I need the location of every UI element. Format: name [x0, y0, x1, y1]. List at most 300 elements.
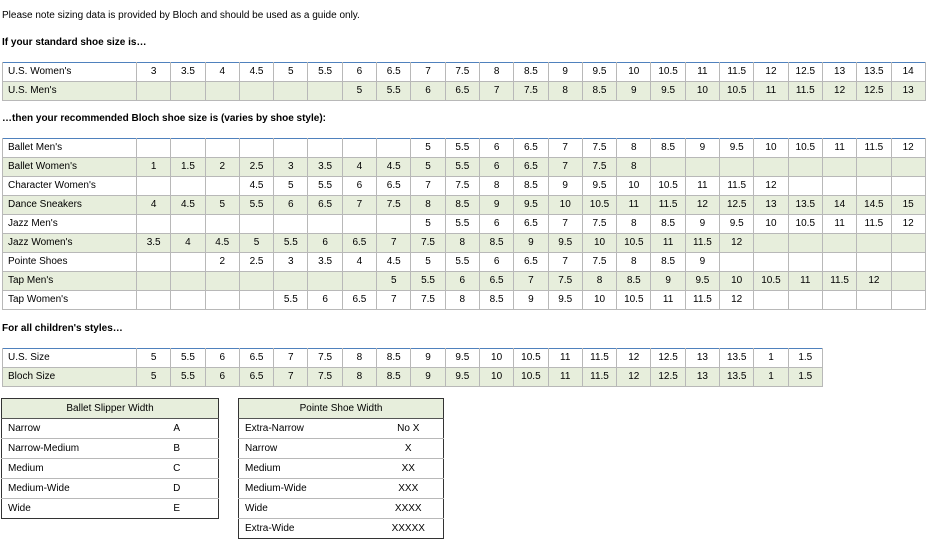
row-label: Character Women's — [3, 177, 137, 196]
size-cell: 6 — [479, 253, 513, 272]
size-cell — [205, 82, 239, 101]
size-cell: 3.5 — [137, 234, 171, 253]
size-cell: 11.5 — [685, 234, 719, 253]
size-cell: 10 — [548, 196, 582, 215]
size-cell: 3 — [137, 63, 171, 82]
size-cell: 1 — [137, 158, 171, 177]
size-cell — [891, 177, 925, 196]
size-cell: 9.5 — [445, 368, 479, 387]
size-cell: 11.5 — [857, 215, 891, 234]
size-cell: 15 — [891, 196, 925, 215]
size-cell — [239, 291, 273, 310]
size-cell: 7 — [411, 177, 445, 196]
row-label: Tap Women's — [3, 291, 137, 310]
size-row — [3, 196, 926, 215]
size-cell: 10 — [617, 63, 651, 82]
size-cell: 11 — [548, 368, 582, 387]
size-cell — [171, 253, 205, 272]
size-cell: 5 — [411, 158, 445, 177]
width-code: No X — [374, 419, 444, 439]
size-cell: 5 — [274, 63, 308, 82]
size-row — [3, 291, 926, 310]
size-cell — [274, 215, 308, 234]
size-cell: 10 — [479, 368, 513, 387]
size-cell: 9.5 — [514, 196, 548, 215]
width-row — [2, 419, 219, 439]
size-row — [3, 82, 926, 101]
row-label: Bloch Size — [3, 368, 137, 387]
size-cell: 9 — [651, 272, 685, 291]
size-cell: 7 — [548, 215, 582, 234]
size-cell — [205, 139, 239, 158]
size-cell: 13.5 — [720, 349, 754, 368]
size-cell: 10 — [479, 349, 513, 368]
size-cell: 7.5 — [548, 272, 582, 291]
width-name: Wide — [8, 503, 31, 514]
size-cell — [857, 234, 891, 253]
size-cell: 8 — [617, 158, 651, 177]
size-cell: 14.5 — [857, 196, 891, 215]
size-cell: 6 — [205, 368, 239, 387]
row-label: Dance Sneakers — [3, 196, 137, 215]
size-cell: 12 — [720, 234, 754, 253]
size-cell: 6.5 — [377, 63, 411, 82]
size-row — [3, 177, 926, 196]
size-cell — [754, 158, 788, 177]
size-cell: 10.5 — [582, 196, 616, 215]
width-code: B — [136, 439, 219, 459]
size-cell: 13.5 — [857, 63, 891, 82]
size-cell: 9 — [514, 234, 548, 253]
size-cell: 13.5 — [788, 196, 822, 215]
width-code: XXX — [374, 479, 444, 499]
size-cell: 5.5 — [445, 215, 479, 234]
size-cell: 9 — [685, 253, 719, 272]
size-cell: 5 — [377, 272, 411, 291]
ballet-slipper-width-table — [1, 398, 219, 519]
size-cell: 12.5 — [651, 368, 685, 387]
width-name: Medium-Wide — [2, 479, 136, 499]
size-cell: 10 — [685, 82, 719, 101]
size-cell — [205, 291, 239, 310]
size-cell — [754, 291, 788, 310]
row-label: U.S. Men's — [3, 82, 137, 101]
size-cell: 10 — [754, 139, 788, 158]
size-cell: 4.5 — [239, 177, 273, 196]
size-cell: 8 — [445, 234, 479, 253]
size-cell — [171, 272, 205, 291]
size-cell: 9.5 — [651, 82, 685, 101]
size-cell: 9 — [479, 196, 513, 215]
size-cell — [137, 139, 171, 158]
width-name: Narrow-Medium — [2, 439, 136, 459]
size-cell — [137, 177, 171, 196]
size-cell — [342, 272, 376, 291]
width-code: X — [374, 439, 444, 459]
size-cell: 12 — [617, 349, 651, 368]
size-cell: 5 — [342, 82, 376, 101]
width-row — [2, 479, 219, 499]
size-cell — [857, 177, 891, 196]
row-label: U.S. Women's — [3, 63, 137, 82]
size-cell — [137, 215, 171, 234]
size-cell: 6 — [308, 291, 342, 310]
size-cell: 11.5 — [822, 272, 856, 291]
size-cell: 6.5 — [308, 196, 342, 215]
size-cell — [822, 177, 856, 196]
size-cell: 6 — [411, 82, 445, 101]
size-row — [3, 234, 926, 253]
size-cell: 7 — [411, 63, 445, 82]
size-cell: 9 — [514, 291, 548, 310]
size-cell: 14 — [891, 63, 925, 82]
size-cell — [239, 215, 273, 234]
size-cell: 12.5 — [720, 196, 754, 215]
size-cell: 6.5 — [479, 272, 513, 291]
size-cell: 7 — [274, 368, 308, 387]
size-row — [3, 272, 926, 291]
size-cell: 5 — [411, 253, 445, 272]
size-cell: 5.5 — [308, 63, 342, 82]
size-cell: 8 — [342, 368, 376, 387]
size-cell: 10 — [582, 234, 616, 253]
size-cell: 5.5 — [445, 139, 479, 158]
width-code: A — [136, 419, 219, 439]
pointe-shoe-width-table — [238, 398, 444, 539]
size-cell: 3 — [274, 158, 308, 177]
size-cell — [137, 82, 171, 101]
size-cell: 5 — [411, 139, 445, 158]
size-cell — [137, 272, 171, 291]
size-cell: 11 — [617, 196, 651, 215]
size-cell: 8.5 — [617, 272, 651, 291]
size-cell — [274, 272, 308, 291]
size-cell — [857, 291, 891, 310]
size-cell: 6 — [205, 349, 239, 368]
size-cell: 5.5 — [445, 158, 479, 177]
size-cell — [274, 139, 308, 158]
width-name: Medium-Wide — [239, 479, 374, 499]
size-cell: 5.5 — [411, 272, 445, 291]
size-cell: 7 — [514, 272, 548, 291]
size-cell: 6 — [308, 234, 342, 253]
width-table-title: Ballet Slipper Width — [2, 399, 219, 419]
size-cell: 5.5 — [171, 368, 205, 387]
size-cell — [205, 177, 239, 196]
size-cell: 6.5 — [239, 368, 273, 387]
size-cell — [891, 272, 925, 291]
size-cell: 7.5 — [377, 196, 411, 215]
size-row — [3, 63, 926, 82]
size-cell: 7.5 — [514, 82, 548, 101]
size-row — [3, 368, 823, 387]
size-cell: 11.5 — [582, 349, 616, 368]
size-cell — [239, 272, 273, 291]
width-name: Extra-Wide — [245, 523, 295, 534]
width-row — [239, 499, 444, 519]
size-cell: 2.5 — [239, 158, 273, 177]
size-cell — [822, 253, 856, 272]
size-cell — [685, 158, 719, 177]
size-cell: 7.5 — [445, 177, 479, 196]
size-cell: 1 — [754, 349, 788, 368]
size-cell: 10.5 — [788, 215, 822, 234]
size-cell: 7.5 — [582, 253, 616, 272]
size-cell: 5.5 — [239, 196, 273, 215]
size-cell: 8.5 — [479, 291, 513, 310]
size-cell: 7.5 — [308, 349, 342, 368]
width-code: XXXXX — [391, 523, 425, 534]
size-cell: 8 — [411, 196, 445, 215]
size-cell: 10.5 — [617, 291, 651, 310]
size-cell: 8 — [617, 215, 651, 234]
size-cell — [205, 272, 239, 291]
size-cell: 1.5 — [788, 349, 822, 368]
size-cell: 2 — [205, 253, 239, 272]
size-cell: 11 — [822, 139, 856, 158]
size-cell: 11 — [754, 82, 788, 101]
size-cell: 4 — [342, 158, 376, 177]
size-cell: 10.5 — [651, 177, 685, 196]
size-cell: 7.5 — [411, 234, 445, 253]
size-cell: 8.5 — [479, 234, 513, 253]
size-cell: 11 — [822, 215, 856, 234]
size-cell: 11.5 — [651, 196, 685, 215]
size-cell — [891, 253, 925, 272]
size-cell: 7.5 — [582, 158, 616, 177]
width-code: XX — [374, 459, 444, 479]
size-cell: 4.5 — [239, 63, 273, 82]
size-cell: 11 — [651, 291, 685, 310]
size-cell: 7 — [548, 139, 582, 158]
size-cell: 6 — [342, 177, 376, 196]
size-cell — [171, 139, 205, 158]
size-cell — [891, 234, 925, 253]
size-cell: 6.5 — [514, 253, 548, 272]
size-cell: 10.5 — [788, 139, 822, 158]
width-code: C — [136, 459, 219, 479]
size-cell: 13.5 — [720, 368, 754, 387]
size-cell: 8.5 — [651, 215, 685, 234]
size-cell: 12 — [617, 368, 651, 387]
width-row — [239, 479, 444, 499]
size-row — [3, 215, 926, 234]
size-cell: 4.5 — [205, 234, 239, 253]
size-cell: 6.5 — [514, 215, 548, 234]
size-cell: 9.5 — [582, 177, 616, 196]
size-cell: 7.5 — [445, 63, 479, 82]
size-cell: 5.5 — [274, 291, 308, 310]
size-cell — [651, 158, 685, 177]
size-cell: 5.5 — [308, 177, 342, 196]
recommended-size-table — [2, 138, 926, 310]
size-cell: 4 — [342, 253, 376, 272]
size-cell: 6 — [479, 158, 513, 177]
standard-size-heading: If your standard shoe size is… — [2, 37, 147, 48]
size-cell: 12.5 — [651, 349, 685, 368]
width-name: Narrow — [239, 439, 374, 459]
size-row — [3, 349, 823, 368]
size-cell: 11 — [788, 272, 822, 291]
width-name: Wide — [239, 499, 374, 519]
size-cell: 6 — [479, 215, 513, 234]
size-cell: 13 — [685, 349, 719, 368]
size-cell: 10.5 — [617, 234, 651, 253]
size-cell: 8.5 — [377, 349, 411, 368]
size-cell — [239, 139, 273, 158]
row-label: Ballet Women's — [3, 158, 137, 177]
size-cell: 13 — [754, 196, 788, 215]
size-cell: 8 — [582, 272, 616, 291]
size-cell: 7.5 — [582, 139, 616, 158]
size-cell: 8.5 — [651, 139, 685, 158]
width-code: D — [136, 479, 219, 499]
size-cell: 6.5 — [377, 177, 411, 196]
size-cell — [891, 291, 925, 310]
size-cell: 8.5 — [651, 253, 685, 272]
size-cell: 13 — [822, 63, 856, 82]
row-label: Jazz Women's — [3, 234, 137, 253]
size-cell — [171, 291, 205, 310]
size-cell: 5.5 — [274, 234, 308, 253]
size-cell: 11.5 — [788, 82, 822, 101]
size-cell: 6 — [274, 196, 308, 215]
size-cell: 11 — [651, 234, 685, 253]
size-cell: 8.5 — [582, 82, 616, 101]
children-size-heading: For all children's styles… — [2, 323, 123, 334]
size-cell: 12.5 — [857, 82, 891, 101]
size-cell — [788, 253, 822, 272]
size-cell: 10.5 — [514, 349, 548, 368]
size-cell: 9 — [617, 82, 651, 101]
row-label: Ballet Men's — [3, 139, 137, 158]
width-table-title: Pointe Shoe Width — [239, 399, 444, 419]
width-row — [2, 459, 219, 479]
size-cell: 9 — [685, 139, 719, 158]
size-cell: 6 — [445, 272, 479, 291]
width-name: Medium — [239, 459, 374, 479]
size-cell: 12 — [891, 139, 925, 158]
size-cell: 5.5 — [171, 349, 205, 368]
size-cell: 9 — [548, 177, 582, 196]
size-cell: 9.5 — [720, 139, 754, 158]
size-cell: 7.5 — [582, 215, 616, 234]
size-cell: 4.5 — [171, 196, 205, 215]
size-cell: 3.5 — [171, 63, 205, 82]
row-label: Jazz Men's — [3, 215, 137, 234]
size-cell: 10 — [720, 272, 754, 291]
size-cell — [308, 82, 342, 101]
size-cell: 7 — [548, 253, 582, 272]
size-cell: 9.5 — [445, 349, 479, 368]
size-cell — [720, 253, 754, 272]
size-cell: 5.5 — [445, 253, 479, 272]
size-cell: 10 — [582, 291, 616, 310]
size-cell — [720, 158, 754, 177]
size-cell: 8 — [342, 349, 376, 368]
size-row — [3, 253, 926, 272]
size-cell — [342, 139, 376, 158]
size-cell: 7 — [548, 158, 582, 177]
width-row — [239, 519, 444, 539]
size-row — [3, 158, 926, 177]
size-cell — [137, 253, 171, 272]
size-cell: 4 — [171, 234, 205, 253]
size-cell — [171, 177, 205, 196]
size-cell: 9.5 — [720, 215, 754, 234]
size-cell — [891, 158, 925, 177]
size-cell: 8 — [617, 253, 651, 272]
size-cell — [788, 177, 822, 196]
size-cell: 11.5 — [685, 291, 719, 310]
size-cell: 9 — [685, 215, 719, 234]
size-cell: 10.5 — [514, 368, 548, 387]
size-cell — [308, 215, 342, 234]
size-cell: 8.5 — [514, 63, 548, 82]
size-cell: 7 — [479, 82, 513, 101]
size-cell: 11 — [685, 63, 719, 82]
size-cell: 7 — [377, 234, 411, 253]
size-cell: 7.5 — [411, 291, 445, 310]
size-cell: 5 — [205, 196, 239, 215]
size-cell: 11 — [685, 177, 719, 196]
size-cell — [377, 215, 411, 234]
size-row — [3, 139, 926, 158]
size-cell: 4.5 — [377, 158, 411, 177]
size-cell: 6 — [342, 63, 376, 82]
size-cell: 12 — [720, 291, 754, 310]
size-cell: 7.5 — [308, 368, 342, 387]
size-cell: 8.5 — [377, 368, 411, 387]
size-cell: 10.5 — [720, 82, 754, 101]
size-cell: 5 — [137, 349, 171, 368]
size-cell: 6.5 — [514, 158, 548, 177]
width-row — [239, 439, 444, 459]
size-cell: 8 — [548, 82, 582, 101]
size-cell: 10.5 — [754, 272, 788, 291]
size-cell: 13 — [685, 368, 719, 387]
size-cell: 11.5 — [720, 177, 754, 196]
size-cell: 5 — [137, 368, 171, 387]
size-cell: 8 — [479, 177, 513, 196]
size-cell: 1.5 — [788, 368, 822, 387]
size-cell — [342, 215, 376, 234]
size-cell: 12 — [891, 215, 925, 234]
recommended-size-heading: …then your recommended Bloch shoe size is (varies by shoe style): — [2, 113, 326, 124]
size-cell — [857, 158, 891, 177]
width-row — [239, 419, 444, 439]
size-cell: 11.5 — [857, 139, 891, 158]
size-cell: 9 — [411, 368, 445, 387]
size-cell: 8.5 — [514, 177, 548, 196]
size-cell: 8 — [445, 291, 479, 310]
size-cell: 3 — [274, 253, 308, 272]
width-name: Narrow — [2, 419, 136, 439]
size-cell: 8 — [479, 63, 513, 82]
size-cell: 12 — [754, 177, 788, 196]
size-cell: 6.5 — [342, 291, 376, 310]
size-cell: 5.5 — [377, 82, 411, 101]
size-cell — [788, 158, 822, 177]
size-cell: 7 — [377, 291, 411, 310]
size-cell — [308, 139, 342, 158]
row-label: U.S. Size — [3, 349, 137, 368]
size-cell: 11.5 — [582, 368, 616, 387]
size-cell — [137, 291, 171, 310]
size-cell: 6.5 — [342, 234, 376, 253]
size-cell — [171, 82, 205, 101]
size-cell: 14 — [822, 196, 856, 215]
